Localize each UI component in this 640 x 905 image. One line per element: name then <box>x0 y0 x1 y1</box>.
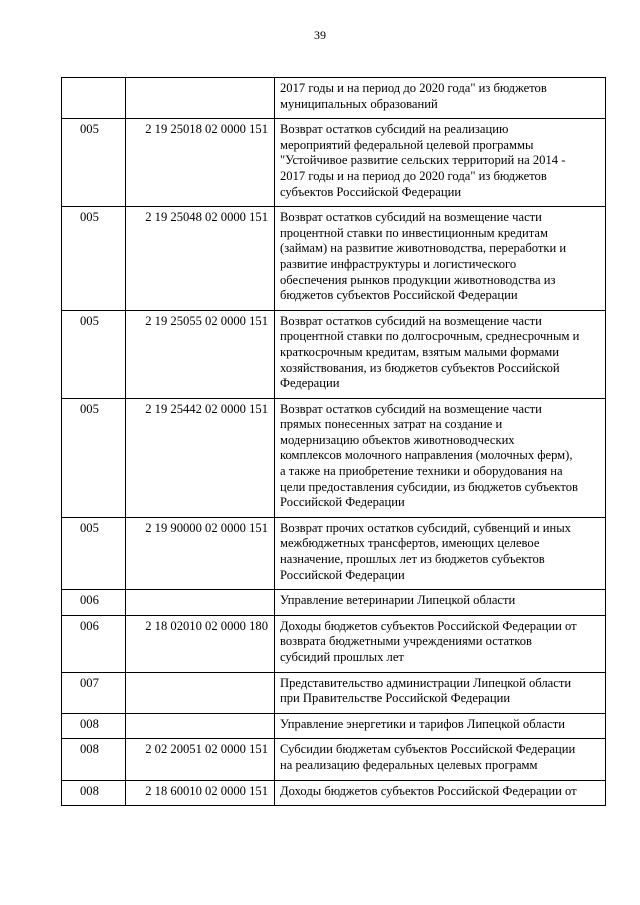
table-row <box>62 398 606 517</box>
description-line: развитие инфраструктуры и логистического <box>280 256 517 271</box>
description-line: а также на приобретение техники и оборудования на <box>280 464 563 479</box>
description-line: Федерации <box>280 376 340 391</box>
description-line: Российской Федерации <box>280 495 405 510</box>
description-cell <box>275 310 606 398</box>
description-line: 2017 годы и на период до 2020 года" из бюджетов <box>280 168 547 183</box>
budget-code-cell: 2 18 60010 02 0000 151 <box>126 780 275 806</box>
description-line: Управление ветеринарии Липецкой области <box>280 593 516 608</box>
table-row <box>62 78 606 119</box>
description-line: возврата бюджетными учреждениями остатков <box>280 634 532 649</box>
description-line: Российской Федерации <box>280 567 405 582</box>
description-cell <box>275 615 606 672</box>
budget-code-cell: 2 19 25055 02 0000 151 <box>126 310 275 398</box>
budget-code-cell: 2 19 25048 02 0000 151 <box>126 207 275 311</box>
description-line: 2017 годы и на период до 2020 года" из бюджетов <box>280 81 547 95</box>
budget-code-cell: 2 19 90000 02 0000 151 <box>126 517 275 589</box>
budget-code-cell <box>126 672 275 713</box>
description-line: хозяйствования, из бюджетов субъектов Российской <box>280 360 560 375</box>
budget-code-cell: 2 18 02010 02 0000 180 <box>126 615 275 672</box>
table-body <box>62 78 606 806</box>
budget-code-cell <box>126 78 275 119</box>
budget-classification-table <box>61 77 606 806</box>
admin-code-cell: 005 <box>62 207 126 311</box>
budget-code-cell <box>126 713 275 739</box>
description-cell <box>275 739 606 780</box>
description-cell <box>275 119 606 207</box>
description-cell <box>275 672 606 713</box>
admin-code-cell: 005 <box>62 310 126 398</box>
description-line: субъектов Российской Федерации <box>280 184 462 199</box>
description-line: межбюджетных трансфертов, имеющих целевое <box>280 536 540 551</box>
description-line: Возврат остатков субсидий на возмещение части <box>280 401 542 416</box>
description-line: Доходы бюджетов субъектов Российской Федерации от <box>280 618 577 633</box>
budget-code-cell: 2 19 25018 02 0000 151 <box>126 119 275 207</box>
description-line: Возврат остатков субсидий на возмещение части <box>280 210 542 225</box>
table-row <box>62 780 606 806</box>
table-row <box>62 207 606 311</box>
description-line: процентной ставки по долгосрочным, среднесрочным и <box>280 329 580 344</box>
description-line: "Устойчивое развитие сельских территорий на 2014 - <box>280 153 566 168</box>
description-cell <box>275 78 606 119</box>
description-line: Возврат остатков субсидий на реализацию <box>280 122 509 137</box>
description-cell <box>275 517 606 589</box>
description-line: комплексов молочного направления (молочных ферм), <box>280 448 573 463</box>
table-row <box>62 615 606 672</box>
description-line: Управление энергетики и тарифов Липецкой области <box>280 716 566 731</box>
admin-code-cell: 008 <box>62 739 126 780</box>
description-cell <box>275 780 606 806</box>
description-line: цели предоставления субсидии, из бюджетов субъектов <box>280 479 578 494</box>
table-row <box>62 590 606 616</box>
description-line: Представительство администрации Липецкой области <box>280 675 572 690</box>
admin-code-cell: 008 <box>62 780 126 806</box>
admin-code-cell <box>62 78 126 119</box>
description-line: процентной ставки по инвестиционным кредитам <box>280 225 548 240</box>
description-cell <box>275 207 606 311</box>
table-row <box>62 713 606 739</box>
description-line: субсидий прошлых лет <box>280 650 404 664</box>
table-row <box>62 517 606 589</box>
description-line: Субсидии бюджетам субъектов Российской Федерации <box>280 742 576 757</box>
table-row <box>62 119 606 207</box>
admin-code-cell: 006 <box>62 615 126 672</box>
table-row <box>62 672 606 713</box>
description-line: Возврат прочих остатков субсидий, субвенций и иных <box>280 520 571 535</box>
description-line: Возврат остатков субсидий на возмещение части <box>280 313 542 328</box>
page-number: 39 <box>314 28 326 42</box>
description-cell <box>275 398 606 517</box>
description-line: обеспечения рынков продукции животноводства из <box>280 272 556 287</box>
description-line: краткосрочным кредитам, взятым малыми формами <box>280 344 560 359</box>
description-line: Доходы бюджетов субъектов Российской Федерации от <box>280 783 577 798</box>
budget-code-cell <box>126 590 275 616</box>
description-line: назначение, прошлых лет из бюджетов субъектов <box>280 552 545 567</box>
description-cell <box>275 713 606 739</box>
description-line: на реализацию федеральных целевых программ <box>280 757 538 772</box>
description-cell <box>275 590 606 616</box>
description-line: прямых понесенных затрат на создание и <box>280 417 503 432</box>
description-line: бюджетов субъектов Российской Федерации <box>280 288 518 303</box>
budget-code-cell: 2 19 25442 02 0000 151 <box>126 398 275 517</box>
admin-code-cell: 005 <box>62 517 126 589</box>
table-row <box>62 739 606 780</box>
description-line: муниципальных образований <box>280 96 438 111</box>
description-line: при Правительстве Российской Федерации <box>280 691 511 706</box>
admin-code-cell: 006 <box>62 590 126 616</box>
admin-code-cell: 007 <box>62 672 126 713</box>
description-line: мероприятий федеральной целевой программы <box>280 137 534 152</box>
budget-code-cell: 2 02 20051 02 0000 151 <box>126 739 275 780</box>
description-line: модернизацию объектов животноводческих <box>280 432 515 447</box>
admin-code-cell: 005 <box>62 119 126 207</box>
description-line: (займам) на развитие животноводства, переработки и <box>280 241 567 256</box>
admin-code-cell: 005 <box>62 398 126 517</box>
table-row <box>62 310 606 398</box>
admin-code-cell: 008 <box>62 713 126 739</box>
